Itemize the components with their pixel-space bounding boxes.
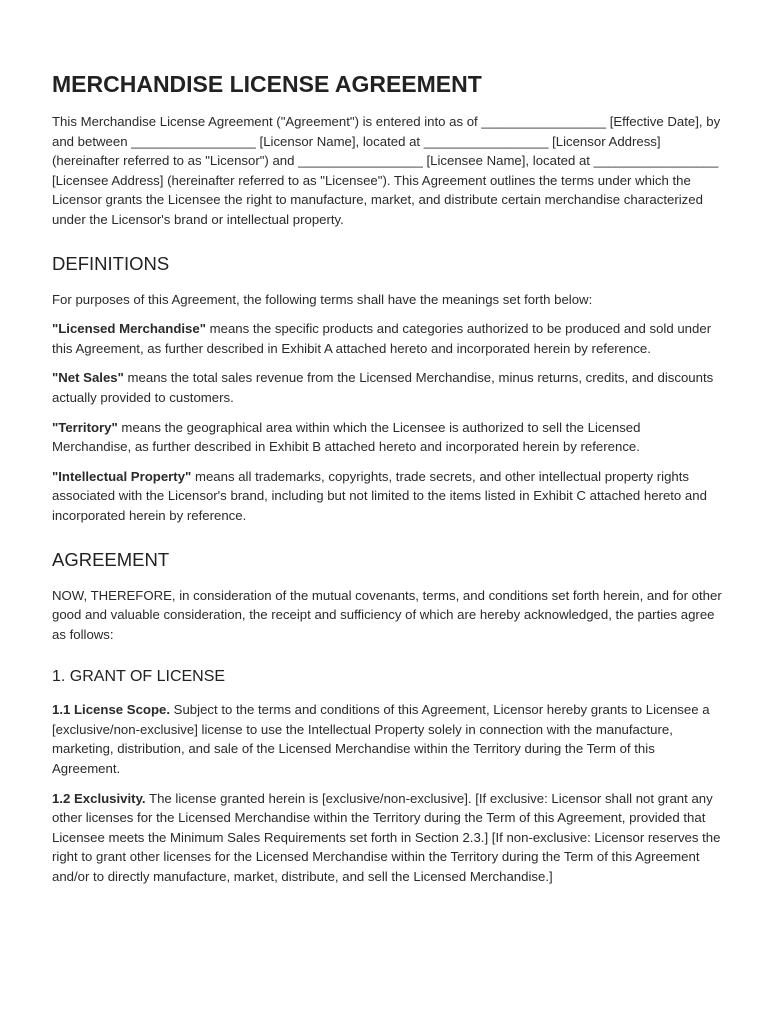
clause-text: Subject to the terms and conditions of this Agreement, Licensor hereby grants to Licensee a [exclusive/non-exclusive] license to use the Intellectual Property solely in connection with the manufacture, marketing, distribution, and sale of the Licensed Merchandise within the Territory during the Term of this Agreement.	[52, 702, 710, 777]
definition-text: means the total sales revenue from the Licensed Merchandise, minus returns, credits, and discounts actually provided to customers.	[52, 370, 714, 405]
definition-text: means all trademarks, copyrights, trade secrets, and other intellectual property rights associated with the Licensor's brand, including but not limited to the items listed in Exhibit C attached hereto and incorporated herein by reference.	[52, 468, 707, 523]
definition-item	[52, 418, 722, 457]
definition-term: "Net Sales"	[52, 370, 124, 386]
definition-text: means the specific products and categories authorized to be produced and sold under this Agreement, as further described in Exhibit A attached hereto and incorporated herein by reference.	[52, 321, 712, 356]
clause-label: 1.2 Exclusivity.	[52, 790, 146, 806]
clause-paragraph	[52, 789, 722, 887]
definition-term: "Territory"	[52, 419, 118, 435]
document-title: MERCHANDISE LICENSE AGREEMENT	[52, 71, 482, 97]
definition-term: "Licensed Merchandise"	[52, 321, 206, 337]
definition-item	[52, 467, 722, 526]
definition-term: "Intellectual Property"	[52, 468, 192, 484]
definitions-heading: DEFINITIONS	[52, 252, 170, 274]
definition-item	[52, 368, 722, 407]
definition-item	[52, 319, 722, 358]
intro-paragraph: This Merchandise License Agreement ("Agreement") is entered into as of _________________ [Effective Date], by and between _________________ [Licensor Name], located at _________________ [Licensor Address] (hereinafter referred to as "Licensor") and _________________ [Licensee Name], located at _________________ [Licensee Address] (hereinafter referred to as "Licensee"). This Agreement outlines the terms under which the Licensor grants the Licensee the right to manufacture, market, and distribute certain merchandise characterized under the Licensor's brand or intellectual property.	[52, 114, 721, 227]
clause-paragraph	[52, 700, 722, 778]
grant-of-license-heading: 1. GRANT OF LICENSE	[52, 668, 226, 686]
clause-text: The license granted herein is [exclusive/non-exclusive]. [If exclusive: Licensor shall not grant any other licenses for the Licensed Merchandise within the Territory during the Term of this Agreement, provided that Licensee meets the Minimum Sales Requirements set forth in Section 2.3.] [If non-exclusive: Licensor reserves the right to grant other licenses for the Licensed Merchandise within the Territory during the Term of this Agreement and/or to directly manufacture, market, distribute, and sell the Licensed Merchandise.]	[52, 790, 721, 885]
definition-text: means the geographical area within which the Licensee is authorized to sell the Licensed Merchandise, as further described in Exhibit B attached hereto and incorporated herein by reference.	[52, 419, 641, 455]
agreement-heading: AGREEMENT	[52, 548, 170, 570]
clause-label: 1.1 License Scope.	[52, 702, 171, 718]
definitions-lead: For purposes of this Agreement, the following terms shall have the meanings set forth below:	[52, 291, 593, 307]
agreement-lead: NOW, THEREFORE, in consideration of the mutual covenants, terms, and conditions set forth herein, and for other good and valuable consideration, the receipt and sufficiency of which are hereby acknowledged, the parties agree as follows:	[52, 587, 722, 642]
